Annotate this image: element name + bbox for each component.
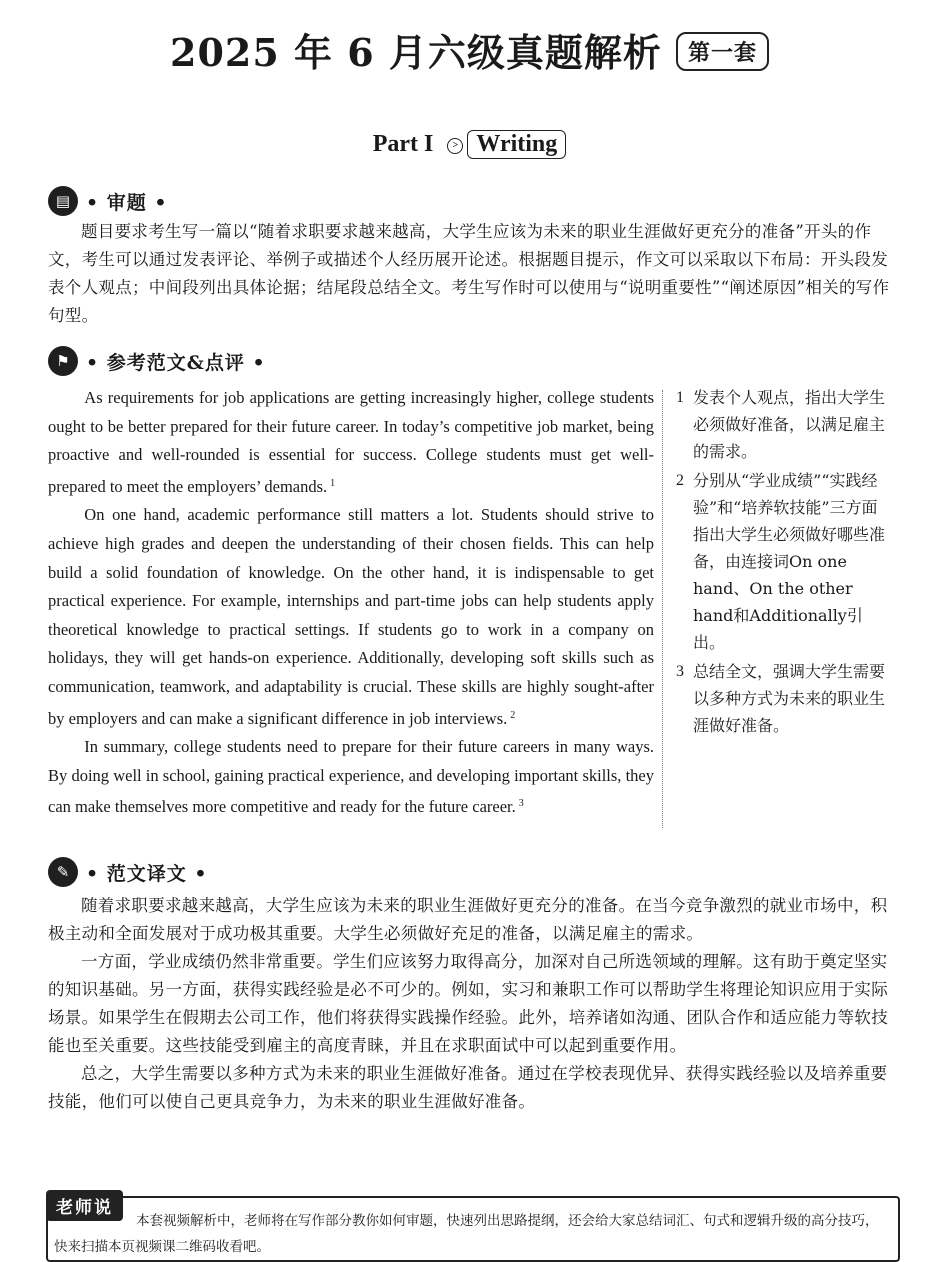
translation-paragraph: 随着求职要求越来越高，大学生应该为未来的职业生涯做好更充分的准备。在当今竞争激烈的就业市场中，积极主动和全面发展对于成功极其重要。大学生必须做好充足的准备，以满足雇主的需求。 <box>48 896 888 943</box>
pen-icon: ✎ <box>48 857 78 887</box>
note-item <box>676 467 888 656</box>
translation-paragraphs <box>48 892 890 1116</box>
section-model-heading <box>48 346 266 376</box>
note-mark: 3 <box>518 798 524 810</box>
note-text: 总结全文，强调大学生需要以多种方式为未来的职业生涯做好准备。 <box>693 662 886 735</box>
commentary-notes <box>676 384 888 739</box>
note-mark: 1 <box>330 477 336 489</box>
teacher-says-tag: 老师说 <box>46 1190 123 1221</box>
note-text: 分别从“学业成绩”“实践经验”和“培养软技能”三方面指出大学生必须做好哪些准备，由连接词On one hand、On the other hand和Additionally引出。 <box>693 471 886 652</box>
page-title <box>0 22 939 77</box>
essay-paragraph: On one hand, academic performance still matters a lot. Students should strive to achieve high grades and deepen the understanding of their chosen fields. This can help build a solid foundation of knowledge. On the other hand, it is indispensable to get practical experience. For example, internships and part-time jobs can help students apply theoretical knowledge to practical settings. If students go to work in a company on holidays, they will get hands-on experience. Additionally, developing soft skills such as communication, teamwork, and adaptability is crucial. These skills are highly sought-after by employers and can make a significant difference in job interviews. $^2$ <box>48 505 654 728</box>
review-paragraph <box>48 218 890 330</box>
part-label: Part I <box>372 131 434 157</box>
flag-icon: ⚑ <box>48 346 78 376</box>
arrow-right-icon: > <box>447 138 463 154</box>
teacher-says-box <box>46 1196 900 1262</box>
document-icon: ▤ <box>48 186 78 216</box>
section-translation-heading <box>48 857 208 887</box>
note-item <box>676 384 888 465</box>
essay-paragraph: As requirements for job applications are getting increasingly higher, college students ought to be better prepared for their future career. In today’s competitive job market, being proactive and well-rounded is essential for success. College students must get well-prepared to meet the employers’ demands. $^1$ <box>48 388 654 496</box>
title-text: 2025 年 6 月六级真题解析 <box>170 30 662 75</box>
essay-paragraph: In summary, college students need to prepare for their future careers in many ways. By doing well in school, gaining practical experience, and developing important skills, they can make themselves more competitive and ready for the future career. $^3$ <box>48 737 654 817</box>
note-item <box>676 658 888 739</box>
part-heading <box>0 130 939 159</box>
section-model-label: • 参考范文&点评 • <box>86 351 266 374</box>
teacher-says-text: 本套视频解析中，老师将在写作部分教你如何审题，快速列出思路提纲，还会给大家总结词汇、句式和逻辑升级的高分技巧，快来扫描本页视频课二维码收看吧。 <box>54 1213 879 1255</box>
note-number: 1 <box>676 389 684 406</box>
translation-paragraph: 总之，大学生需要以多种方式为未来的职业生涯做好准备。通过在学校表现优异、获得实践经验以及培养重要技能，他们可以使自己更具竞争力，为未来的职业生涯做好准备。 <box>48 1064 888 1111</box>
section-review-label: • 审题 • <box>86 191 168 214</box>
review-text: 题目要求考生写一篇以“随着求职要求越来越高，大学生应该为未来的职业生涯做好更充分的准备”开头的作文，考生可以通过发表评论、举例子或描述个人经历展开论述。根据题目提示，作文可以采取以下布局：开头段发表个人观点；中间段列出具体论据；结尾段总结全文。考生写作时可以使用与“说明重要性”“阐述原因”相关的写作句型。 <box>48 222 890 325</box>
model-essay <box>48 384 654 822</box>
column-divider <box>662 390 663 828</box>
note-number: 2 <box>676 472 684 489</box>
note-number: 3 <box>676 663 684 680</box>
set-tag: 第一套 <box>676 32 769 71</box>
section-translation-label: • 范文译文 • <box>86 862 208 885</box>
note-text: 发表个人观点，指出大学生必须做好准备，以满足雇主的需求。 <box>693 388 886 461</box>
part-name: Writing <box>467 130 566 159</box>
section-review-heading <box>48 186 168 216</box>
translation-paragraph: 一方面，学业成绩仍然非常重要。学生们应该努力取得高分，加深对自己所选领域的理解。这有助于奠定坚实的知识基础。另一方面，获得实践经验是必不可少的。例如，实习和兼职工作可以帮助学生将理论知识应用于实际场景。如果学生在假期去公司工作，他们将获得实践操作经验。此外，培养诸如沟通、团队合作和适应能力等软技能也至关重要。这些技能受到雇主的高度青睐，并且在求职面试中可以起到重要作用。 <box>48 952 888 1055</box>
note-mark: 2 <box>510 709 516 721</box>
